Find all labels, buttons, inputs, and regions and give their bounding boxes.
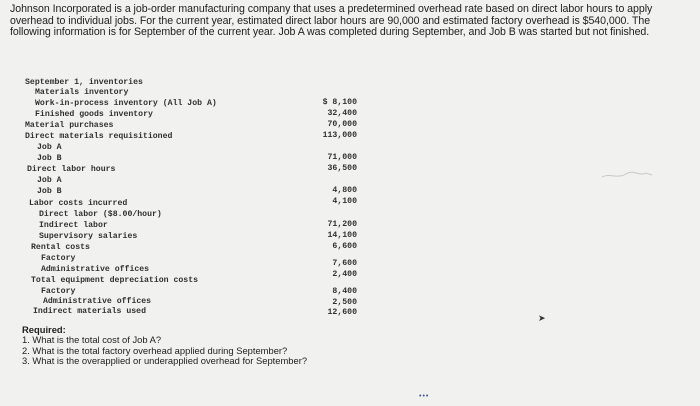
row-label: Direct labor hours xyxy=(27,165,116,174)
table-row xyxy=(0,131,700,142)
row-value: 14,100 xyxy=(327,231,357,240)
row-value: 36,500 xyxy=(327,164,357,173)
row-label: Direct materials requisitioned xyxy=(25,132,173,141)
row-label: Factory xyxy=(41,254,76,263)
mouse-cursor-icon: ➤ xyxy=(538,313,546,323)
row-value: $ 8,100 xyxy=(322,98,357,107)
row-value: 70,000 xyxy=(327,120,357,129)
problem-statement xyxy=(10,4,692,39)
row-value: 4,100 xyxy=(332,197,357,206)
row-label: Job A xyxy=(37,176,62,185)
row-label: Administrative offices xyxy=(43,297,152,306)
table-row xyxy=(0,306,700,317)
dots-indicator-icon: ••• xyxy=(419,393,430,400)
row-value: 71,200 xyxy=(327,220,357,229)
row-label: Indirect labor xyxy=(39,221,108,230)
row-label: Materials inventory xyxy=(35,88,129,97)
row-value: 71,000 xyxy=(327,153,357,162)
row-label: Indirect materials used xyxy=(33,307,147,316)
row-label: Work-in-process inventory (All Job A) xyxy=(35,99,217,108)
row-label: Total equipment depreciation costs xyxy=(31,276,199,285)
row-value: 4,800 xyxy=(332,186,357,195)
row-label: Labor costs incurred xyxy=(29,199,128,208)
pencil-mark-icon xyxy=(600,165,660,185)
question-3: 3. What is the overapplied or underapplied overhead for September? xyxy=(22,355,308,367)
row-value: 2,400 xyxy=(332,270,357,279)
table-row xyxy=(0,242,700,253)
row-value: 2,500 xyxy=(332,298,357,307)
required-heading: Required: xyxy=(22,324,66,335)
row-label: Administrative offices xyxy=(41,265,150,274)
row-value: 6,600 xyxy=(332,242,357,251)
row-label: Factory xyxy=(41,287,76,296)
row-value: 113,000 xyxy=(322,131,357,140)
table-row xyxy=(0,198,700,209)
row-label: Rental costs xyxy=(31,243,90,252)
row-label: Material purchases xyxy=(25,121,114,130)
row-value: 8,400 xyxy=(332,287,357,296)
question-1: 1. What is the total cost of Job A? xyxy=(22,334,162,346)
row-label: Supervisory salaries xyxy=(39,232,138,241)
required-section xyxy=(22,325,307,367)
row-label: Job B xyxy=(37,154,62,163)
row-label: Job B xyxy=(37,187,62,196)
row-value: 7,600 xyxy=(332,259,357,268)
problem-text: Johnson Incorporated is a job-order manufacturing company that uses a predetermined overhead rate based on direct labor hours to apply overhead to individual jobs. For the current year, estimated direct labor hours are 90,000 and estimated factory overhead is $540,000. The following information is for September of the current year. Job A was completed during September, and Job B was started but not finished. xyxy=(10,3,653,39)
row-value: 12,600 xyxy=(327,308,357,317)
table-row xyxy=(0,275,700,286)
row-label: Direct labor ($8.00/hour) xyxy=(39,210,162,219)
row-label: September 1, inventories xyxy=(25,78,143,87)
row-label: Finished goods inventory xyxy=(35,110,153,119)
question-2: 2. What is the total factory overhead applied during September? xyxy=(22,344,288,356)
table-row xyxy=(0,253,700,268)
row-label: Job A xyxy=(37,143,62,152)
table-row xyxy=(0,164,700,175)
row-value: 32,400 xyxy=(327,109,357,118)
table-row xyxy=(0,264,700,279)
